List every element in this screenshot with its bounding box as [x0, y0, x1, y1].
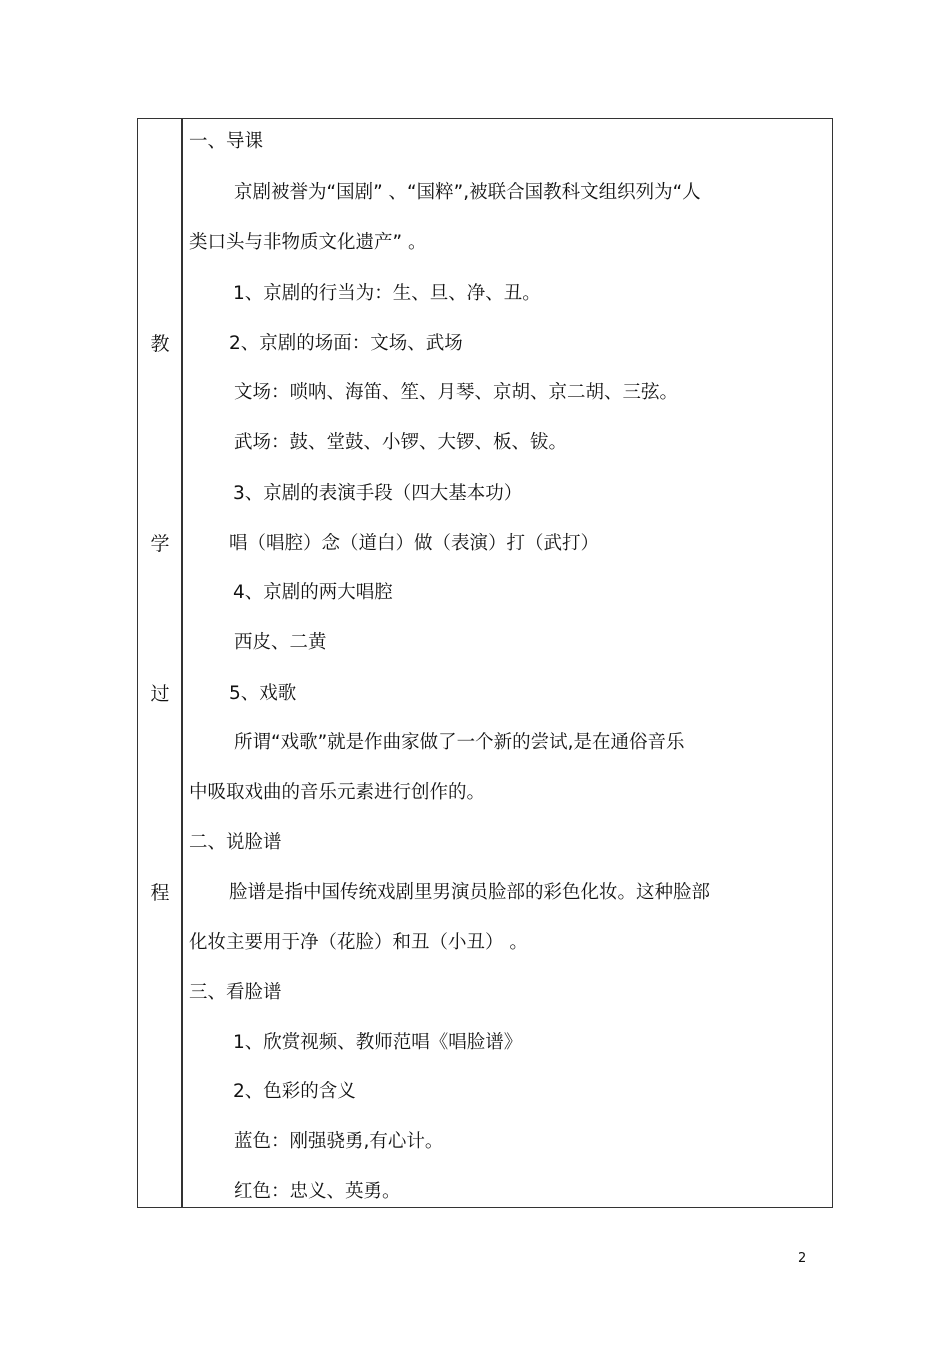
- text-line: 文场：唢呐、海笛、笙、月琴、京胡、京二胡、三弦。: [234, 382, 679, 403]
- list-item: 5、戏歌: [229, 683, 297, 704]
- text-line: 脸谱是指中国传统戏剧里男演员脸部的彩色化妆。这种脸部: [229, 882, 711, 903]
- list-item: 2、色彩的含义: [233, 1081, 356, 1102]
- text-line: 红色：忠义、英勇。: [234, 1181, 401, 1202]
- heading-intro: 一、导课: [189, 131, 264, 152]
- list-item: 3、京剧的表演手段（四大基本功）: [233, 483, 523, 504]
- heading-facial-makeup: 二、说脸谱: [189, 832, 282, 853]
- text-line: 类口头与非物质文化遗产” 。: [189, 232, 427, 253]
- text-line: 中吸取戏曲的音乐元素进行创作的。: [189, 782, 486, 803]
- section-label-char: 过: [150, 683, 170, 705]
- text-line: 唱（唱腔）念（道白）做（表演）打（武打）: [229, 533, 600, 554]
- text-line: 京剧被誉为“国剧” 、“国粹”,被联合国教科文组织列为“人: [234, 182, 701, 203]
- text-line: 蓝色：刚强骁勇,有心计。: [234, 1131, 444, 1152]
- list-item: 1、京剧的行当为：生、旦、净、丑。: [233, 283, 541, 304]
- text-line: 所谓“戏歌”就是作曲家做了一个新的尝试,是在通俗音乐: [234, 732, 685, 753]
- text-line: 武场：鼓、堂鼓、小锣、大锣、板、钹。: [234, 432, 568, 453]
- page-number: 2: [798, 1251, 807, 1266]
- list-item: 4、京剧的两大唱腔: [233, 582, 393, 603]
- lesson-table: [137, 118, 833, 1208]
- list-item: 2、京剧的场面：文场、武场: [229, 333, 463, 354]
- section-label-char: 学: [150, 533, 170, 555]
- heading-view-makeup: 三、看脸谱: [189, 982, 282, 1003]
- section-label-char: 教: [150, 333, 170, 355]
- text-line: 化妆主要用于净（花脸）和丑（小丑） 。: [189, 932, 528, 953]
- list-item: 1、欣赏视频、教师范唱《唱脸谱》: [233, 1032, 523, 1053]
- text-line: 西皮、二黄: [234, 632, 327, 653]
- column-divider: [181, 119, 183, 1207]
- section-label-char: 程: [150, 882, 170, 904]
